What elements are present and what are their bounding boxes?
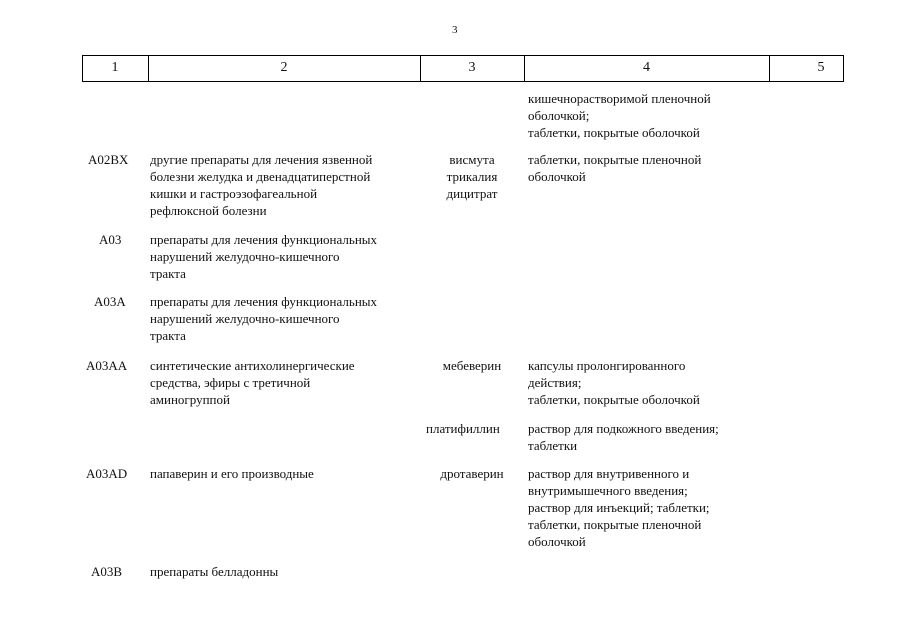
dosage-form: раствор для подкожного введения; таблетки <box>528 421 719 453</box>
group-description: препараты белладонны <box>150 564 279 579</box>
drug-name: висмута трикалия дицитрат <box>446 152 498 201</box>
atc-code: A03AA <box>86 358 128 373</box>
atc-code: A03A <box>94 294 126 309</box>
atc-code: A02BX <box>88 152 129 167</box>
drug-name: дротаверин <box>440 466 504 481</box>
group-description: препараты для лечения функциональных нарушений желудочно-кишечного тракта <box>150 294 378 343</box>
header-col-4: 4 <box>643 60 650 75</box>
group-description: препараты для лечения функциональных нарушений желудочно-кишечного тракта <box>150 232 378 281</box>
header-col-2: 2 <box>280 60 288 75</box>
atc-code: A03 <box>99 232 122 247</box>
drug-name: платифиллин <box>426 421 500 436</box>
header-col-3: 3 <box>468 60 476 75</box>
table-top-border <box>82 55 844 56</box>
drug-name: мебеверин <box>442 358 502 373</box>
atc-code: A03AD <box>86 466 128 481</box>
continuation-dosage-form: кишечнорастворимой пленочной оболочкой; таблетки, покрытые оболочкой <box>528 91 711 140</box>
atc-code: A03B <box>91 564 123 579</box>
header-col-1: 1 <box>111 60 119 75</box>
dosage-form: капсулы пролонгированного действия; таблетки, покрытые оболочкой <box>528 358 700 407</box>
dosage-form: раствор для внутривенного и внутримышечного введения; раствор для инъекций; таблетки; таблетки, покрытые пленочной оболочкой <box>528 466 710 549</box>
header-col-5: 5 <box>817 60 825 75</box>
dosage-form: таблетки, покрытые пленочной оболочкой <box>528 152 702 184</box>
group-description: папаверин и его производные <box>150 466 314 481</box>
group-description: другие препараты для лечения язвенной болезни желудка и двенадцатиперстной кишки и гастроэзофагеальной рефлюксной болезни <box>150 152 373 218</box>
page-number: 3 <box>452 24 458 36</box>
table-header-bottom-border <box>82 81 844 82</box>
group-description: синтетические антихолинергические средства, эфиры с третичной аминогруппой <box>150 358 355 407</box>
